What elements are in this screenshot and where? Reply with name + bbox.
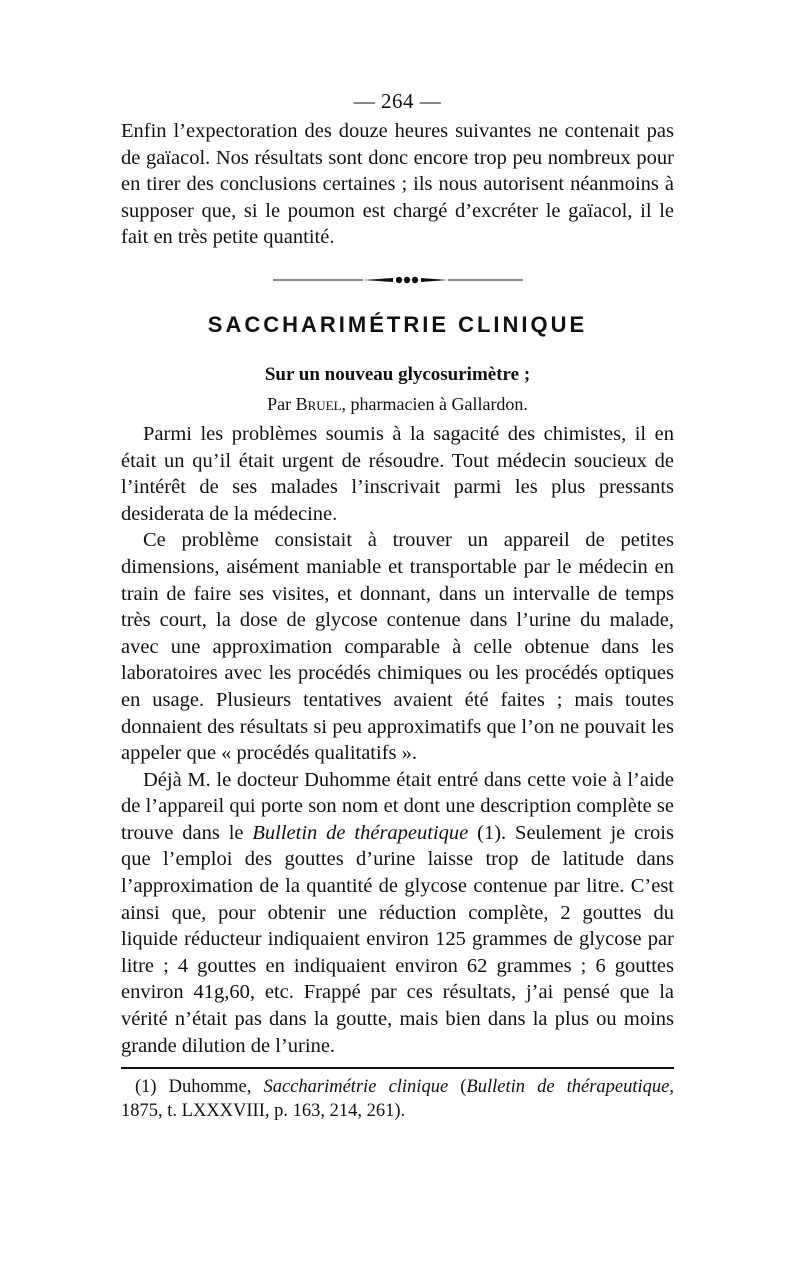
paragraph-3-italic-title: Bulletin de thérapeutique (252, 821, 469, 844)
footnote-rest: , 1875, t. LXXXVIII, p. 163, 214, 261). (121, 1077, 674, 1122)
footnote-paren: ( (448, 1077, 467, 1098)
article-subtitle: Sur un nouveau glycosurimètre ; (264, 363, 531, 385)
section-title: SACCHARIMÉTRIE CLINIQUE (207, 311, 588, 337)
footnote-rule (121, 1067, 674, 1069)
footnote-italic-journal: Bulletin de thérapeutique (466, 1077, 670, 1098)
author-suffix: , pharmacien à Gallardon. (341, 393, 528, 414)
footnote (121, 1075, 674, 1123)
article-author (121, 391, 674, 417)
intro-paragraph: Enfin l’expectoration des douze heures suivantes ne contenait pas de gaïacol. Nos résultats sont donc encore trop peu nombreux pour en tirer des conclusions certaines ; ils nous autorisent néanmoins à supposer que, si le poumon est chargé d’excréter le gaïacol, il le fait en très petite quantité. (121, 120, 674, 249)
ornament-divider (273, 275, 523, 285)
article-paragraph-1: Parmi les problèmes soumis à la sagacité des chimistes, il en était un qu’il était urgent de résoudre. Tout médecin soucieux de l’intérêt de ses malades l’inscrivait parmi les plus pressants desiderata de la médecine. (121, 422, 674, 525)
article-paragraph-2: Ce problème consistait à trouver un appareil de petites dimensions, aisément maniable et transportable par le médecin en train de faire ses visites, et donnant, dans un intervalle de temps très court, la dose de glycose contenue dans l’urine du malade, avec une approximation comparable à celle obtenue dans les laboratoires avec les procédés chimiques ou les procédés optiques en usage. Plusieurs tentatives avaient été faites ; mais toutes donnaient des résultats si peu approximatifs que l’on ne pouvait les appeler que « procédés qualitatifs ». (121, 529, 674, 765)
footnote-marker: (1) Duhomme, (135, 1077, 264, 1098)
document-page (121, 88, 674, 1123)
page-number: — 264 — (353, 89, 442, 113)
author-prefix: Par (267, 393, 292, 414)
paragraph-3-text-a: Déjà M. le docteur Duhomme était entré dans cette voie à l’aide de l’appareil qui porte son nom et dont une description complète se trouve dans le (121, 768, 674, 844)
footnote-italic-title: Saccharimétrie clinique (263, 1077, 449, 1098)
paragraph-3-text-b: (1). Seulement je crois que l’emploi des gouttes d’urine laisse trop de latitude dans l’approximation de la quantité de glycose contenue par litre. C’est ainsi que, pour obtenir une réduction complète, 2 gouttes du liquide réducteur indiquaient environ 125 grammes de glycose par litre ; 4 gouttes en indiquaient environ 62 grammes ; 6 gouttes environ 41g,60, etc. Frappé par ces résultats, j’ai pensé que la vérité n’était pas dans la goutte, mais bien dans la plus ou moins grande dilution de l’urine. (121, 821, 674, 1057)
article-paragraph-3 (121, 767, 674, 1060)
author-name: Bruel (295, 393, 342, 414)
